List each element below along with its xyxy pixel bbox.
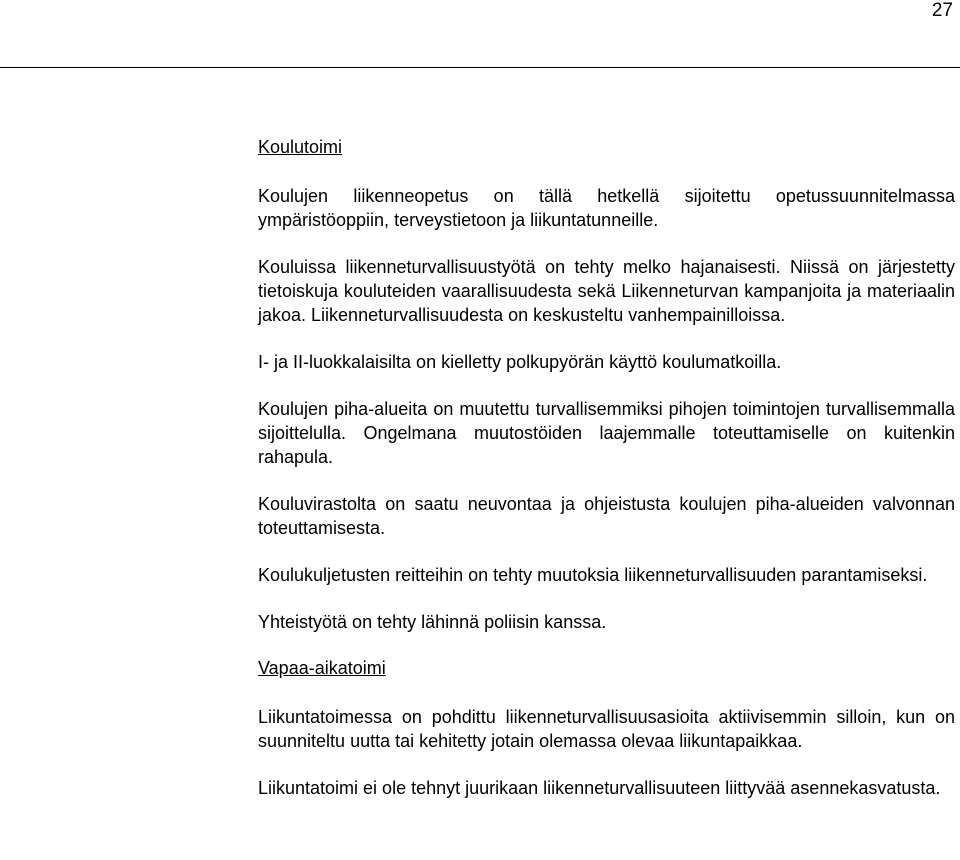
header-rule (0, 67, 960, 68)
paragraph-liikuntatoimi-pohdinta: Liikuntatoimessa on pohdittu liikenneturvallisuusasioita aktiivisemmin silloin, kun on suunniteltu uutta tai kehitetty jotain olemassa olevaa liikuntapaikkaa. (258, 707, 955, 751)
section-heading-vapaa-aikatoimi: Vapaa-aikatoimi (258, 658, 386, 678)
paragraph-kouluvirasto: Kouluvirastolta on saatu neuvontaa ja ohjeistusta koulujen piha-alueiden valvonnan toteuttamisesta. (258, 494, 955, 538)
page-number: 27 (931, 0, 953, 21)
paragraph-yhteistyo: Yhteistyötä on tehty lähinnä poliisin kanssa. (258, 612, 607, 632)
paragraph-asennekasvatus: Liikuntatoimi ei ole tehnyt juurikaan liikenneturvallisuuteen liittyvää asennekasvatusta. (258, 778, 941, 798)
section-heading-koulutoimi: Koulutoimi (258, 137, 343, 157)
paragraph-koulukuljetukset: Koulukuljetusten reitteihin on tehty muutoksia liikenneturvallisuuden parantamiseksi. (258, 565, 928, 585)
paragraph-liikenneopetus: Koulujen liikenneopetus on tällä hetkellä sijoitettu opetussuunnitelmassa ympäristöoppiin, terveystietoon ja liikuntatunneille. (258, 186, 955, 230)
paragraph-piha-alueet: Koulujen piha-alueita on muutettu turvallisemmiksi pihojen toimintojen turvallisemmalla sijoittelulla. Ongelmana muutostöiden laajemmalle toteuttamiselle on kuitenkin rahapula. (258, 399, 955, 467)
paragraph-polkupyora-kielto: I- ja II-luokkalaisilta on kielletty polkupyörän käyttö koulumatkoilla. (258, 352, 782, 372)
paragraph-liikenneturvallisuustyo: Kouluissa liikenneturvallisuustyötä on tehty melko hajanaisesti. Niissä on järjestetty tietoiskuja kouluteiden vaarallisuudesta sekä Liikenneturvan kampanjoita ja materiaalin jakoa. Liikenneturvallisuudesta on keskusteltu vanhempainilloissa. (258, 257, 955, 325)
document-body (258, 135, 955, 800)
